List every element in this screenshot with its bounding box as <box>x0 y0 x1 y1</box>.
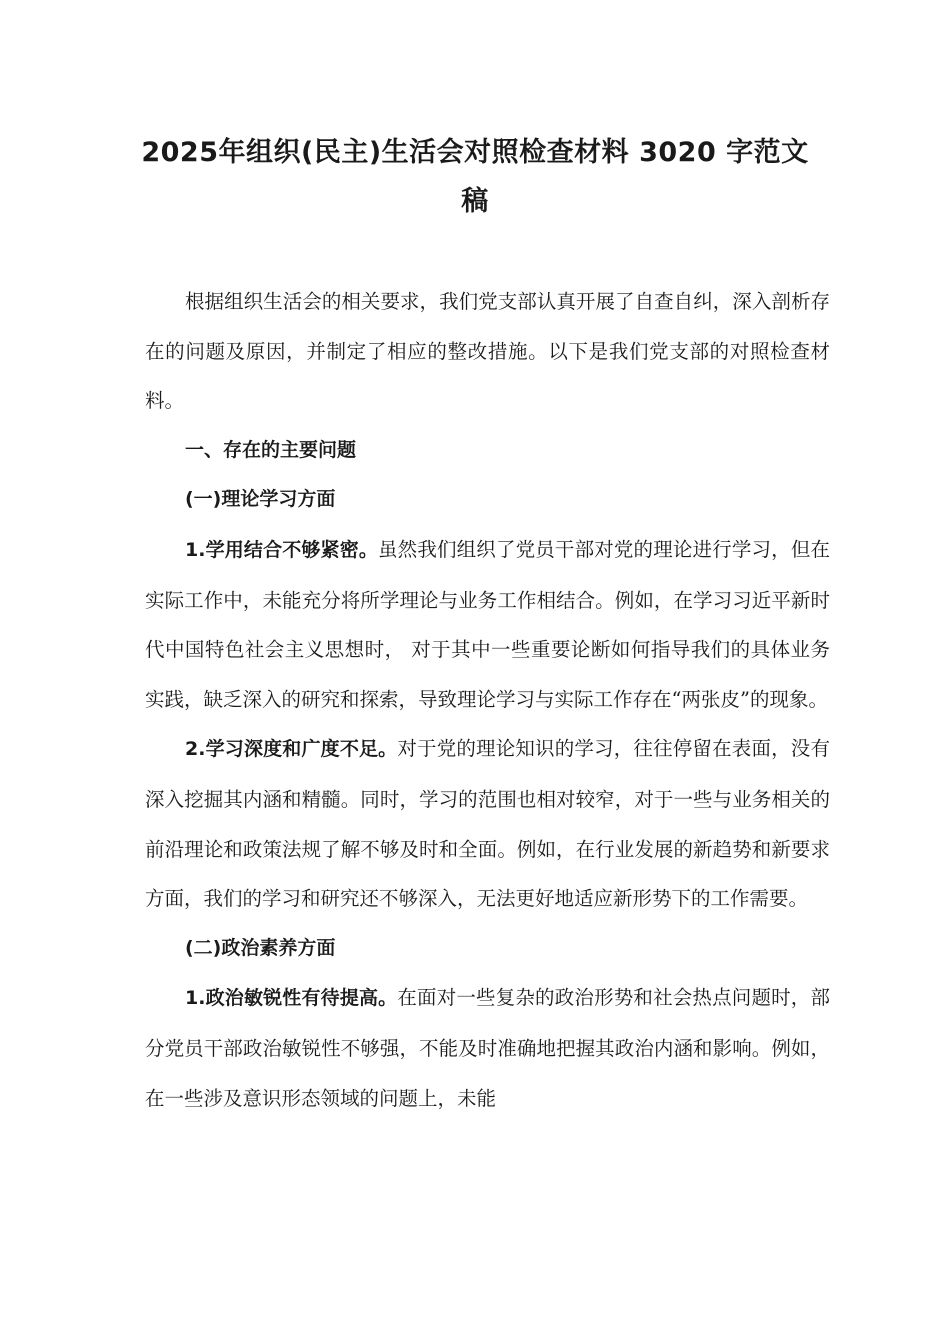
item-paragraph <box>145 724 830 923</box>
document-body <box>145 277 830 1123</box>
document-title <box>140 128 810 226</box>
item-paragraph <box>145 525 830 724</box>
item-lead: 1.学用结合不够紧密。 <box>185 538 379 561</box>
subsection-heading-politics: (二)政治素养方面 <box>185 936 336 959</box>
item-lead: 2.学习深度和广度不足。 <box>185 738 398 761</box>
subsection-heading-theory: (一)理论学习方面 <box>185 488 336 511</box>
item-body: 在面对一些复杂的政治形势和社会热点问题时，部分党员干部政治敏锐性不够强，不能及时准确地把握其政治内涵和影响。例如，在一些涉及意识形态领域的问题上，未能 <box>145 986 830 1110</box>
item-lead: 1.政治敏锐性有待提高。 <box>185 987 398 1010</box>
section-heading-problems: 一、存在的主要问题 <box>185 438 357 461</box>
item-paragraph <box>145 973 830 1123</box>
title-line-1: 2025年组织(民主)生活会对照检查材料 3020 字范文 <box>141 137 809 168</box>
item-body: 虽然我们组织了党员干部对党的理论进行学习，但在实际工作中，未能充分将所学理论与业务工作相结合。例如，在学习习近平新时代中国特色社会主义思想时， 对于其中一些重要论断如何指导我们的具体业务实践，缺乏深入的研究和探索，导致理论学习与实际工作存在“两张皮”的现象。 <box>145 537 830 711</box>
title-line-2: 稿 <box>461 186 489 217</box>
item-body: 对于党的理论知识的学习，往往停留在表面，没有深入挖掘其内涵和精髓。同时，学习的范围也相对较窄，对于一些与业务相关的前沿理论和政策法规了解不够及时和全面。例如，在行业发展的新趋势和新要求方面，我们的学习和研究还不够深入，无法更好地适应新形势下的工作需要。 <box>145 737 830 911</box>
intro-paragraph: 根据组织生活会的相关要求，我们党支部认真开展了自查自纠，深入剖析存在的问题及原因，并制定了相应的整改措施。以下是我们党支部的对照检查材料。 <box>145 290 830 413</box>
